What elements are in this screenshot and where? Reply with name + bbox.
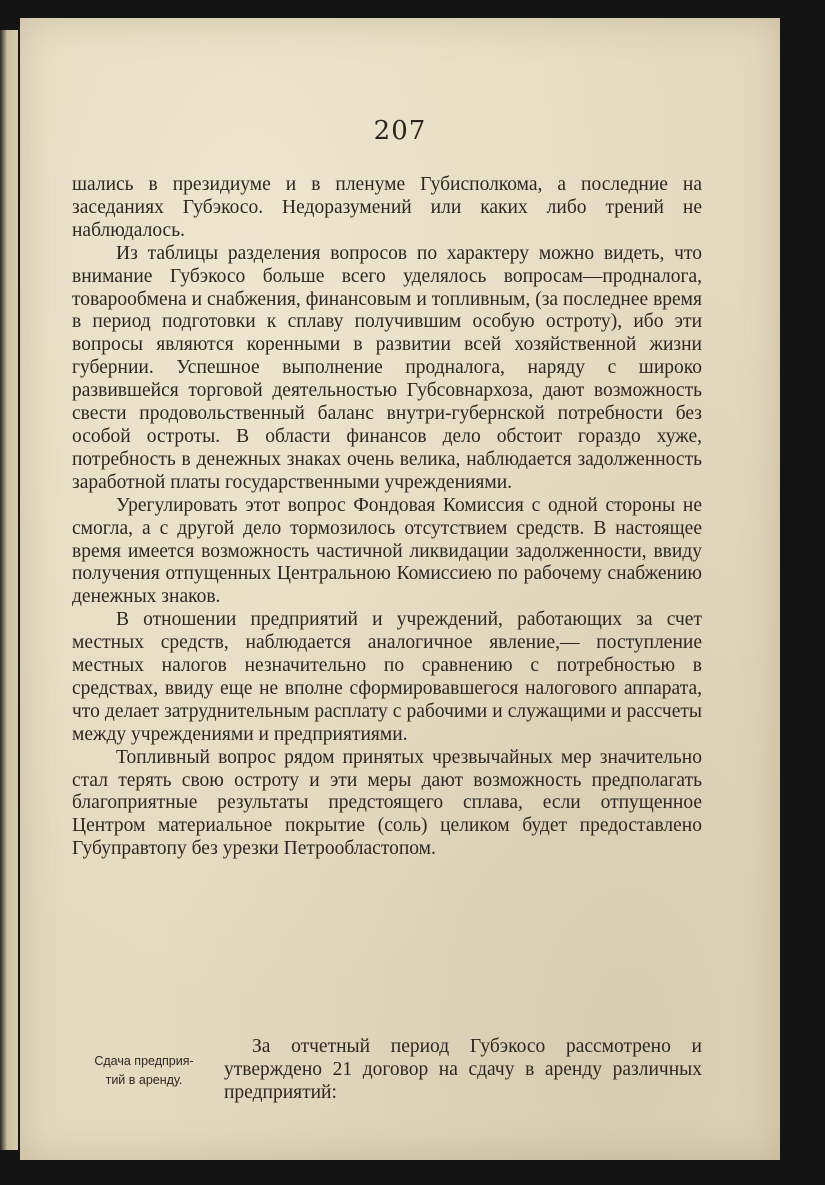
previous-page-edge: [0, 30, 18, 1150]
margin-note-line: Сдача предприя-: [94, 1054, 194, 1068]
paragraph-lease-contracts: За отчетный период Губэкосо рассмотрено и утверждено 21 договор на сдачу в аренду различных предприятий:: [224, 1036, 702, 1103]
lease-section: [72, 1036, 702, 1105]
margin-note-line: тий в аренду.: [105, 1073, 183, 1087]
page-number: 207: [373, 116, 427, 146]
paragraph-fuel-question: Топливный вопрос рядом принятых чрезвычайных мер значительно стал терять свою остроту и эти меры дают возможность предполагать благоприятные результаты предстоящего сплава, если отпущенное Центром материальное покрытие (соль) целиком будет предоставлено Губуправтопу без урезки Петрообластопом.: [72, 746, 702, 860]
paragraph-issues-table: Из таблицы разделения вопросов по характеру можно видеть, что внимание Губэкосо больше всего уделялось вопросам—продналога, товарообмена и снабжения, финансовым и топливным, (за последнее время в период подготовки к сплаву получившим особую остроту), ибо эти вопросы являются коренными в развитии всей хозяйственной жизни губернии. Успешное выполнение продналога, наряду с широко развившейся торговой деятельностью Губсовнархоза, дают возможность свести продовольственный баланс внутри-губернской потребности без особой остроты. В области финансов дело обстоит гораздо хуже, потребность в денежных знаках очень велика, наблюдается задолженность заработной платы государственными учреждениями.: [72, 242, 702, 493]
paragraph-continuation: шались в президиуме и в пленуме Губисполкома, а последние на заседаниях Губэкосо. Недоразумений или каких либо трений не наблюдалось.: [72, 174, 702, 241]
book-page: [20, 18, 780, 1160]
body-text: [72, 174, 702, 861]
paragraph-fund-commission: Урегулировать этот вопрос Фондовая Комиссия с одной стороны не смогла, а с другой дело тормозилось отсутствием средств. В настоящее время имеется возможность частичной ликвидации задолженности, ввиду получения отпущенных Центральною Комиссиею по рабочему снабжению денежных знаков.: [72, 494, 702, 608]
paragraph-local-enterprises: В отношении предприятий и учреждений, работающих за счет местных средств, наблюдается аналогичное явление,— поступление местных налогов незначительно по сравнению с потребностью в средствах, ввиду еще не вполне сформировавшегося налогового аппарата, что делает затруднительным расплату с рабочими и служащими и рассчеты между учреждениями и предприятиями.: [72, 609, 702, 745]
margin-note: [74, 1052, 214, 1090]
